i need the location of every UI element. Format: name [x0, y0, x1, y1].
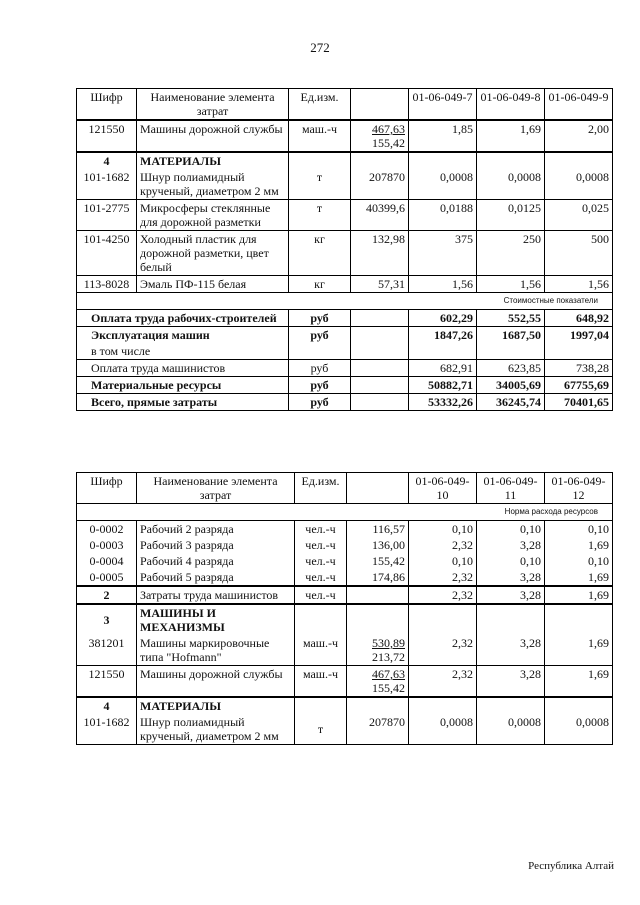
- row-value-1: 2,32: [409, 586, 477, 604]
- header-col-1: 01-06-049-10: [409, 473, 477, 504]
- row-value-1: 1,56: [409, 276, 477, 293]
- row-value-2: 1,69: [477, 120, 545, 152]
- summary-unit: [289, 343, 351, 360]
- row-price: 174,86: [347, 569, 409, 586]
- summary-value-3: 648,92: [545, 310, 613, 327]
- header-col-3: 01-06-049-12: [545, 473, 613, 504]
- row-value-3: 1,69: [545, 537, 613, 553]
- page-number: 272: [310, 40, 330, 55]
- price-wage: 213,72: [372, 650, 405, 664]
- row-name: Холодный пластик для дорожной разметки, цвет белый: [137, 231, 289, 276]
- row-value-3: 1,69: [545, 666, 613, 698]
- cost-table-2: [76, 472, 613, 745]
- header-col-3: 01-06-049-9: [545, 89, 613, 121]
- summary-row: [77, 310, 613, 327]
- row-value-2: 0,0008: [477, 714, 545, 745]
- row-code: 101-4250: [77, 231, 137, 276]
- header-unit: Ед.изм.: [289, 89, 351, 121]
- row-code: 0-0003: [77, 537, 137, 553]
- row-unit: чел.-ч: [295, 537, 347, 553]
- table-row: [77, 120, 613, 152]
- row-name: Машины дорожной службы: [137, 666, 295, 698]
- row-name: Машины дорожной службы: [137, 120, 289, 152]
- table-row: [77, 635, 613, 666]
- header-price: [347, 473, 409, 504]
- row-price: 116,57: [347, 521, 409, 538]
- row-code: 121550: [77, 666, 137, 698]
- row-unit: чел.-ч: [295, 586, 347, 604]
- row-value-2: 0,0125: [477, 200, 545, 231]
- row-price: [347, 635, 409, 666]
- row-value-3: 0,0008: [545, 714, 613, 745]
- row-code: 101-1682: [77, 714, 137, 745]
- row-value-2: 1,56: [477, 276, 545, 293]
- summary-row: [77, 327, 613, 344]
- price-wage: 155,42: [372, 136, 405, 150]
- row-value-3: 0,025: [545, 200, 613, 231]
- row-value-3: 0,10: [545, 553, 613, 569]
- row-price: 40399,6: [351, 200, 409, 231]
- row-code: 381201: [77, 635, 137, 666]
- summary-name: Оплата труда рабочих-строителей: [77, 310, 289, 327]
- row-price: 207870: [351, 169, 409, 200]
- summary-unit: руб: [289, 310, 351, 327]
- row-price: 207870: [347, 714, 409, 745]
- row-unit: т: [289, 169, 351, 200]
- summary-name: Всего, прямые затраты: [77, 394, 289, 411]
- table-row: [77, 231, 613, 276]
- header-col-1: 01-06-049-7: [409, 89, 477, 121]
- row-value-2: 3,28: [477, 635, 545, 666]
- summary-value-3: 738,28: [545, 360, 613, 377]
- summary-value-1: 602,29: [409, 310, 477, 327]
- row-value-1: 0,0188: [409, 200, 477, 231]
- table-row: [77, 569, 613, 586]
- summary-row: [77, 360, 613, 377]
- header-col-2: 01-06-049-11: [477, 473, 545, 504]
- section-row: [77, 152, 613, 169]
- row-value-3: 1,69: [545, 635, 613, 666]
- row-code: 0-0004: [77, 553, 137, 569]
- summary-unit: руб: [289, 394, 351, 411]
- row-value-2: 0,10: [477, 553, 545, 569]
- section-row: [77, 604, 613, 635]
- row-value-1: 1,85: [409, 120, 477, 152]
- row-name: Шнур полиамидный крученый, диаметром 2 мм: [137, 714, 295, 745]
- summary-value-1: 50882,71: [409, 377, 477, 394]
- summary-value-2: 1687,50: [477, 327, 545, 344]
- summary-unit: руб: [289, 360, 351, 377]
- row-name: Машины маркировочные типа "Hofmann": [137, 635, 295, 666]
- summary-name: в том числе: [77, 343, 289, 360]
- row-price: [347, 666, 409, 698]
- summary-value-2: 36245,74: [477, 394, 545, 411]
- summary-row: [77, 394, 613, 411]
- row-price: [347, 586, 409, 604]
- summary-name: Оплата труда машинистов: [77, 360, 289, 377]
- row-value-1: 2,32: [409, 666, 477, 698]
- price-main: 467,63: [372, 667, 405, 681]
- cost-table-1: [76, 88, 613, 411]
- header-code: Шифр: [77, 89, 137, 121]
- row-price: 136,00: [347, 537, 409, 553]
- row-name: Шнур полиамидный крученый, диаметром 2 мм: [137, 169, 289, 200]
- price-wage: 155,42: [372, 681, 405, 695]
- row-value-2: 3,28: [477, 666, 545, 698]
- table-row: [77, 521, 613, 538]
- row-value-1: 375: [409, 231, 477, 276]
- summary-value-2: [477, 343, 545, 360]
- row-value-3: 1,69: [545, 586, 613, 604]
- summary-value-1: 53332,26: [409, 394, 477, 411]
- table-row: [77, 586, 613, 604]
- table-row: [77, 200, 613, 231]
- summary-value-3: 70401,65: [545, 394, 613, 411]
- table-row: [77, 537, 613, 553]
- header-name: Наименование элемента затрат: [137, 473, 295, 504]
- row-value-3: 0,0008: [545, 169, 613, 200]
- row-value-2: 3,28: [477, 569, 545, 586]
- summary-value-2: 623,85: [477, 360, 545, 377]
- table-row: [77, 553, 613, 569]
- row-value-3: 2,00: [545, 120, 613, 152]
- row-price: [351, 120, 409, 152]
- row-code: 0-0002: [77, 521, 137, 538]
- table-header: [77, 89, 613, 121]
- section-code: 4: [77, 152, 137, 169]
- summary-row: [77, 377, 613, 394]
- footer-region: Республика Алтай: [528, 860, 614, 872]
- row-code: 113-8028: [77, 276, 137, 293]
- summary-value-2: 552,55: [477, 310, 545, 327]
- row-value-3: 1,56: [545, 276, 613, 293]
- row-value-1: 2,32: [409, 635, 477, 666]
- summary-value-1: [409, 343, 477, 360]
- row-name: Затраты труда машинистов: [137, 586, 295, 604]
- row-value-2: 250: [477, 231, 545, 276]
- row-value-2: 3,28: [477, 586, 545, 604]
- table-row: [77, 169, 613, 200]
- note-row: [77, 293, 613, 310]
- row-price: 57,31: [351, 276, 409, 293]
- row-value-1: 2,32: [409, 537, 477, 553]
- row-unit: т: [289, 200, 351, 231]
- price-main: 467,63: [372, 122, 405, 136]
- row-unit: т: [295, 714, 347, 745]
- table-header: [77, 473, 613, 504]
- row-value-3: 1,69: [545, 569, 613, 586]
- row-value-1: 0,0008: [409, 169, 477, 200]
- row-unit: чел.-ч: [295, 521, 347, 538]
- row-unit: маш.-ч: [295, 666, 347, 698]
- row-value-3: 0,10: [545, 521, 613, 538]
- header-price: [351, 89, 409, 121]
- header-name: Наименование элемента затрат: [137, 89, 289, 121]
- row-unit: кг: [289, 231, 351, 276]
- summary-value-3: 67755,69: [545, 377, 613, 394]
- summary-unit: руб: [289, 327, 351, 344]
- row-name: Рабочий 5 разряда: [137, 569, 295, 586]
- header-unit: Ед.изм.: [295, 473, 347, 504]
- summary-name: Эксплуатация машин: [77, 327, 289, 344]
- section-code: 3: [77, 604, 137, 635]
- row-unit: маш.-ч: [289, 120, 351, 152]
- section-name: МАТЕРИАЛЫ: [137, 152, 289, 169]
- table-row: [77, 666, 613, 698]
- row-value-1: 0,10: [409, 553, 477, 569]
- row-name: Эмаль ПФ-115 белая: [137, 276, 289, 293]
- header-code: Шифр: [77, 473, 137, 504]
- note-row: [77, 504, 613, 521]
- table-row: [77, 276, 613, 293]
- row-name: Рабочий 2 разряда: [137, 521, 295, 538]
- row-value-2: 3,28: [477, 537, 545, 553]
- row-unit: маш.-ч: [295, 635, 347, 666]
- row-name: Микросферы стеклянные для дорожной разметки: [137, 200, 289, 231]
- price-main: 530,89: [372, 636, 405, 650]
- row-value-1: 0,0008: [409, 714, 477, 745]
- row-value-3: 500: [545, 231, 613, 276]
- row-price: 132,98: [351, 231, 409, 276]
- table-row: [77, 714, 613, 745]
- summary-value-3: [545, 343, 613, 360]
- summary-unit: руб: [289, 377, 351, 394]
- summary-row: [77, 343, 613, 360]
- row-value-1: 0,10: [409, 521, 477, 538]
- row-name: Рабочий 4 разряда: [137, 553, 295, 569]
- norm-note: Норма расхода ресурсов: [77, 504, 613, 521]
- row-unit: чел.-ч: [295, 553, 347, 569]
- row-code: 0-0005: [77, 569, 137, 586]
- summary-value-1: 1847,26: [409, 327, 477, 344]
- row-price: 155,42: [347, 553, 409, 569]
- summary-value-2: 34005,69: [477, 377, 545, 394]
- row-code: 101-1682: [77, 169, 137, 200]
- summary-name: Материальные ресурсы: [77, 377, 289, 394]
- row-code: 121550: [77, 120, 137, 152]
- section-name: МАТЕРИАЛЫ: [137, 697, 295, 714]
- summary-value-1: 682,91: [409, 360, 477, 377]
- row-value-2: 0,10: [477, 521, 545, 538]
- section-row: [77, 697, 613, 714]
- cost-note: Стоимостные показатели: [77, 293, 613, 310]
- section-name: МАШИНЫ И МЕХАНИЗМЫ: [137, 604, 295, 635]
- row-value-1: 2,32: [409, 569, 477, 586]
- summary-value-3: 1997,04: [545, 327, 613, 344]
- row-value-2: 0,0008: [477, 169, 545, 200]
- row-name: Рабочий 3 разряда: [137, 537, 295, 553]
- row-code: 2: [77, 586, 137, 604]
- section-code: 4: [77, 697, 137, 714]
- row-code: 101-2775: [77, 200, 137, 231]
- row-unit: кг: [289, 276, 351, 293]
- row-unit: чел.-ч: [295, 569, 347, 586]
- header-col-2: 01-06-049-8: [477, 89, 545, 121]
